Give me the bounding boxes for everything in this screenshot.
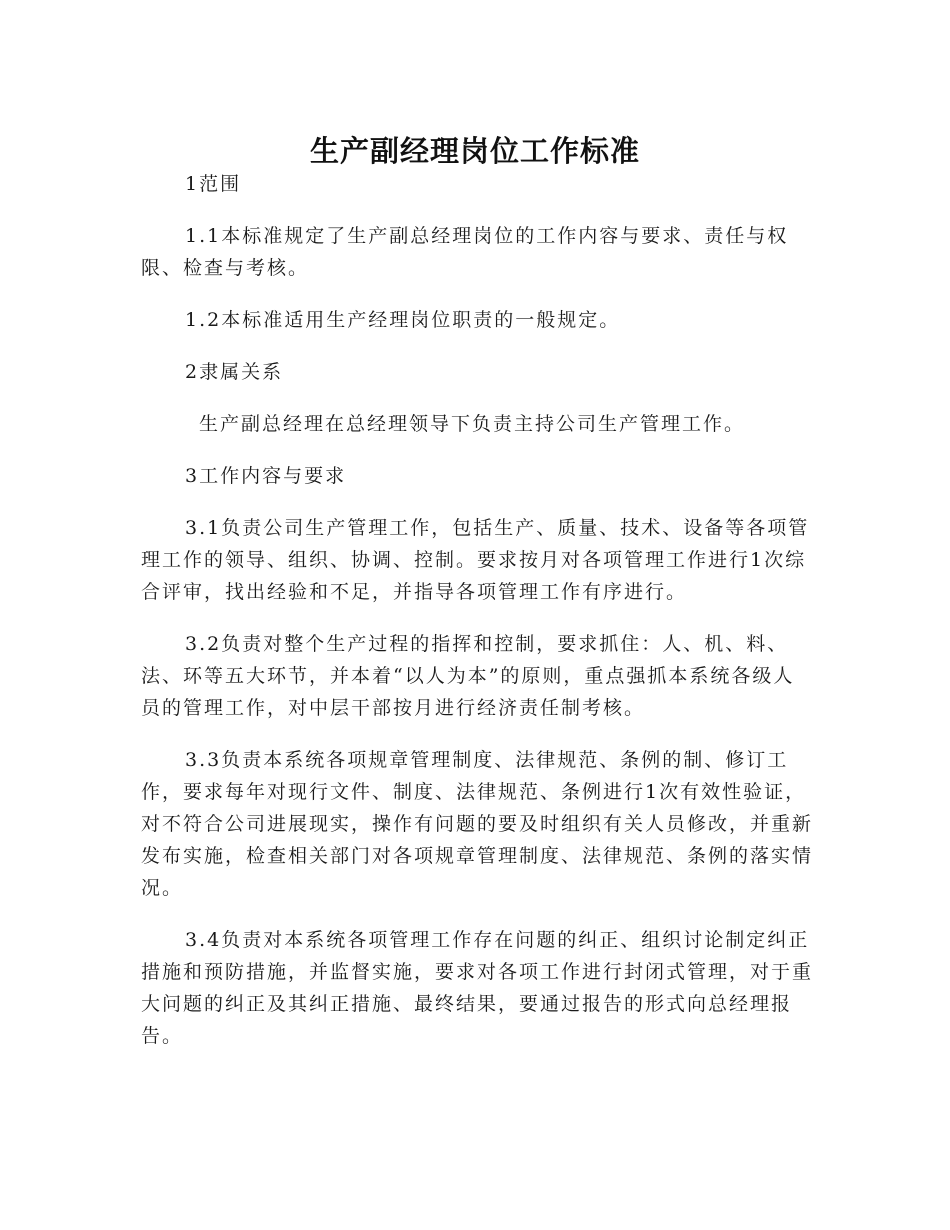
paragraph-3-3: 3.3负责本系统各项规章管理制度、法律规范、条例的制、修订工作，要求每年对现行文件、制度、法律规范、条例进行1次有效性验证，对不符合公司进展现实，操作有问题的要及时组织有关人员修改，并重新发布实施，检查相关部门对各项规章管理制度、法律规范、条例的落实情况。 — [141, 749, 814, 899]
paragraph-3-1: 3.1负责公司生产管理工作，包括生产、质量、技术、设备等各项管理工作的领导、组织、协调、控制。要求按月对各项管理工作进行1次综合评审，找出经验和不足，并指导各项管理工作有序进行。 — [141, 517, 810, 603]
paragraph-3-2: 3.2负责对整个生产过程的指挥和控制，要求抓住：人、机、料、法、环等五大环节，并本着“以人为本”的原则，重点强抓本系统各级人员的管理工作，对中层干部按月进行经济责任制考核。 — [141, 633, 795, 719]
document-title: 生产副经理岗位工作标准 — [309, 134, 640, 169]
section-heading-scope: 1范围 — [185, 173, 242, 195]
paragraph-3-4: 3.4负责对本系统各项管理工作存在问题的纠正、组织讨论制定纠正措施和预防措施，并监督实施，要求对各项工作进行封闭式管理，对于重大问题的纠正及其纠正措施、最终结果，要通过报告的形式向总经理报告。 — [141, 929, 814, 1047]
paragraph-1-2: 1.2本标准适用生产经理岗位职责的一般规定。 — [185, 309, 621, 331]
paragraph-reporting: 生产副总经理在总经理领导下负责主持公司生产管理工作。 — [199, 413, 746, 435]
document-body — [141, 168, 813, 1072]
paragraph-1-1: 1.1本标准规定了生产副总经理岗位的工作内容与要求、责任与权限、检查与考核。 — [141, 225, 789, 279]
section-heading-duties: 3工作内容与要求 — [185, 465, 347, 487]
section-heading-reporting: 2隶属关系 — [185, 361, 284, 383]
